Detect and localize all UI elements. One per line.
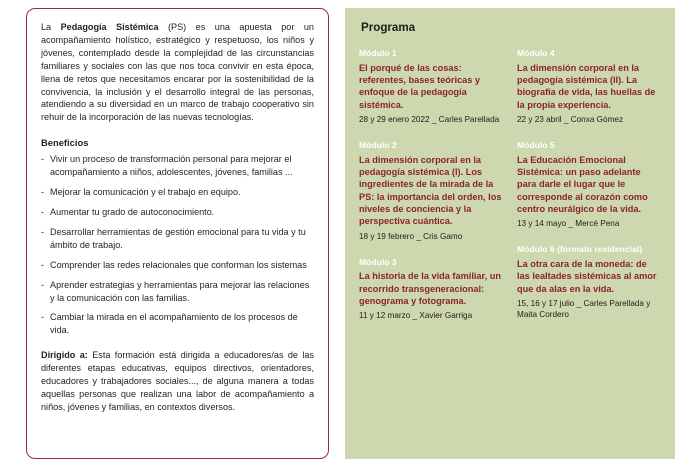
module-date: 18 y 19 febrero _ Cris Gamo [359, 231, 463, 241]
module-label: Módulo 1 [359, 48, 397, 58]
benefit-text: Cambiar la mirada en el acompañamiento de los procesos de vida. [50, 312, 298, 336]
benefit-item [41, 259, 314, 272]
benefit-text: Mejorar la comunicación y el trabajo en equipo. [50, 187, 241, 198]
module-title: La dimensión corporal en la pedagogía sistémica (I). Los ingredientes de la mirada de la PS: la importancia del orden, los niveles de conciencia y la perspectiva cuántica. [359, 154, 502, 227]
module-label: Módulo 2 [359, 139, 397, 150]
benefit-item [41, 153, 314, 179]
benefit-text: Vivir un proceso de transformación personal para mejorar el acompañamiento a niños, adolescentes, jóvenes, familias ... [50, 154, 293, 178]
bullet-dash-icon: - [41, 154, 45, 165]
benefits-list [41, 153, 314, 337]
module-title: El porqué de las cosas: referentes, bases teóricas y enfoque de la pedagogía sistémica. [359, 62, 481, 110]
benefit-item [41, 186, 314, 199]
program-module [517, 48, 661, 126]
audience-label: Dirigido a: [41, 350, 88, 361]
module-label: Módulo 6 (formato residencial) [517, 244, 643, 255]
benefit-text: Aprender estrategias y herramientas para mejorar las relaciones y la comunicación con las familias. [50, 279, 310, 303]
module-label: Módulo 3 [359, 256, 397, 267]
audience-paragraph [41, 349, 314, 414]
audience-text: Esta formación está dirigida a educadores/as de las diferentes etapas educativas, equipos directivos, orientadores, educadores y trabajadores sociales..., de alguna manera a todas aquellas personas que realizan una labor de acompañamiento a niños, jóvenes y familias, en contextos diversos. [41, 350, 314, 412]
program-title: Programa [361, 21, 416, 34]
program-module [517, 140, 661, 230]
module-label: Módulo 5 [517, 139, 555, 150]
module-date: 22 y 23 abril _ Conxa Gómez [517, 115, 624, 125]
module-date: 11 y 12 marzo _ Xavier Garriga [359, 311, 473, 321]
program-module [517, 244, 661, 321]
program-module [359, 257, 503, 323]
module-title: La otra cara de la moneda: de las lealtades sistémicas al amor que da alas en la vida. [517, 258, 657, 294]
benefit-text: Aumentar tu grado de autoconocimiento. [50, 206, 215, 217]
bullet-dash-icon: - [41, 259, 45, 270]
module-date: 13 y 14 mayo _ Mercè Pena [517, 219, 620, 229]
description-panel [26, 8, 329, 459]
benefit-item [41, 279, 314, 305]
bullet-dash-icon: - [41, 312, 45, 323]
module-date: 15, 16 y 17 julio _ Carles Parellada y Maita Cordero [517, 298, 651, 319]
program-column-left [359, 48, 503, 336]
intro-paragraph: La Pedagogía Sistémica (PS) es una apuesta por un acompañamiento holístico, estratégico y respetuoso, los niños y jóvenes, contemplado desde la complejidad de las circunstancias familiares y sociales con las que nos toca convivir en esta época, llena de retos que necesitamos encarar por la sostenibilidad de la convivencia, la inclusión y el desarrollo integral de las personas, atendiendo a su diversidad en un marco de trabajo cooperativo sin rehuir de la incorporación de las nuevas tecnologías. [41, 22, 314, 123]
module-title: La historia de la vida familiar, un recorrido transgeneracional: genograma y fotograma. [359, 271, 501, 306]
program-module [359, 48, 503, 126]
module-title: La Educación Emocional Sistémica: un paso adelante para darle el lugar que le corresponde al corazón como centro neurálgico de la vida. [517, 154, 648, 214]
bullet-dash-icon: - [41, 187, 45, 198]
program-module [359, 140, 503, 243]
benefit-text: Desarrollar herramientas de gestión emocional para tu vida y tu ámbito de trabajo. [50, 226, 306, 250]
benefit-item [41, 311, 314, 337]
module-title: La dimensión corporal en la pedagogía sistémica (II). La biografía de vida, las huellas de la propia experiencia. [517, 62, 656, 110]
program-panel [345, 8, 675, 459]
module-label: Módulo 4 [517, 48, 555, 58]
benefit-text: Comprender las redes relacionales que conforman los sistemas [50, 259, 307, 270]
module-date: 28 y 29 enero 2022 _ Carles Parellada [359, 115, 500, 125]
benefits-heading: Beneficios [41, 137, 89, 149]
program-column-right [517, 48, 661, 336]
benefit-item [41, 206, 314, 219]
bullet-dash-icon: - [41, 226, 45, 237]
bullet-dash-icon: - [41, 279, 45, 290]
program-columns [359, 48, 661, 336]
benefit-item [41, 226, 314, 252]
bullet-dash-icon: - [41, 206, 45, 217]
